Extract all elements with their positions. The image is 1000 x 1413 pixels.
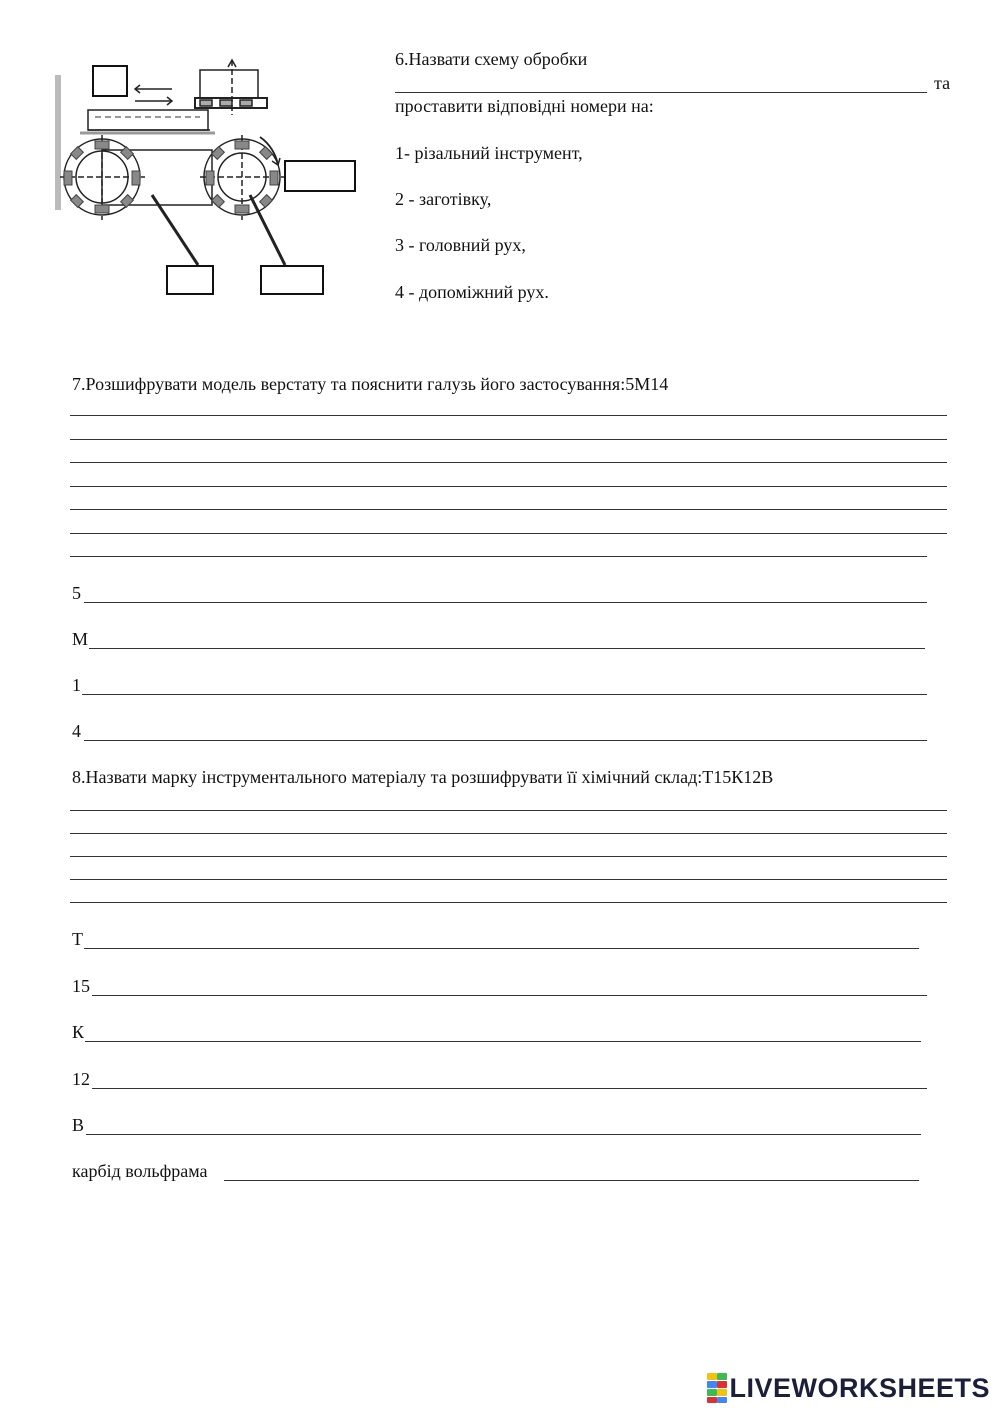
q8-answer-line[interactable] (70, 810, 947, 811)
q8-field-label: 12 (72, 1069, 90, 1089)
q6-title: 6.Назвати схему обробки (395, 49, 588, 69)
q7-field-label: 4 (72, 721, 81, 741)
q6-subtitle: проставити відповідні номери на: (395, 96, 654, 116)
q8-field-label: В (72, 1115, 85, 1135)
q7-field-line[interactable] (89, 648, 925, 649)
answer-box-right[interactable] (284, 160, 356, 192)
q8-title: 8.Назвати марку інструментального матеріалу та розшифрувати її хімічний склад:Т15К12В (72, 767, 774, 787)
q7-field-line[interactable] (84, 740, 927, 741)
q6-item: 3 - головний рух, (395, 235, 526, 255)
q8-field-label: Т (72, 929, 83, 949)
liveworksheets-wordmark: LIVEWORKSHEETS (729, 1373, 990, 1403)
q8-field-line[interactable] (86, 1134, 921, 1135)
q7-field-label: 5 (72, 583, 81, 603)
q8-field-line[interactable] (224, 1180, 919, 1181)
q8-field-line[interactable] (85, 1041, 921, 1042)
q8-field-line[interactable] (92, 1088, 927, 1089)
liveworksheets-logo (707, 1373, 990, 1403)
answer-box-bottom-right[interactable] (260, 265, 324, 295)
q7-field-line[interactable] (84, 602, 927, 603)
q8-field-label: 15 (72, 976, 90, 996)
q8-answer-line[interactable] (70, 879, 947, 880)
q8-field-line[interactable] (84, 948, 919, 949)
q7-answer-line[interactable] (70, 439, 947, 440)
q6-item: 1- різальний інструмент, (395, 143, 583, 163)
q7-answer-line[interactable] (70, 533, 947, 534)
q7-answer-line[interactable] (70, 415, 947, 416)
q7-answer-line[interactable] (70, 509, 947, 510)
q8-field-label: карбід вольфрама (72, 1161, 208, 1181)
q6-line-end: та (934, 73, 951, 93)
q8-answer-line[interactable] (70, 833, 947, 834)
q6-item: 2 - заготівку, (395, 189, 492, 209)
q6-item: 4 - допоміжний рух. (395, 282, 549, 302)
answer-box-top-left[interactable] (92, 65, 128, 97)
q8-answer-line[interactable] (70, 856, 947, 857)
q7-answer-line[interactable] (70, 486, 947, 487)
q6-answer-line[interactable] (395, 92, 927, 93)
liveworksheets-logo-icon (707, 1373, 727, 1403)
q8-field-label: К (72, 1022, 85, 1042)
q7-title: 7.Розшифрувати модель верстату та пояснити галузь його застосування:5М14 (72, 374, 669, 394)
q7-field-line[interactable] (82, 694, 927, 695)
q7-field-label: М (72, 629, 89, 649)
q7-answer-line[interactable] (70, 556, 927, 557)
q7-answer-line[interactable] (70, 462, 947, 463)
q7-field-label: 1 (72, 675, 81, 695)
q8-answer-line[interactable] (70, 902, 947, 903)
q8-field-line[interactable] (92, 995, 927, 996)
answer-box-bottom-left[interactable] (166, 265, 214, 295)
milling-scheme-diagram (50, 55, 370, 305)
